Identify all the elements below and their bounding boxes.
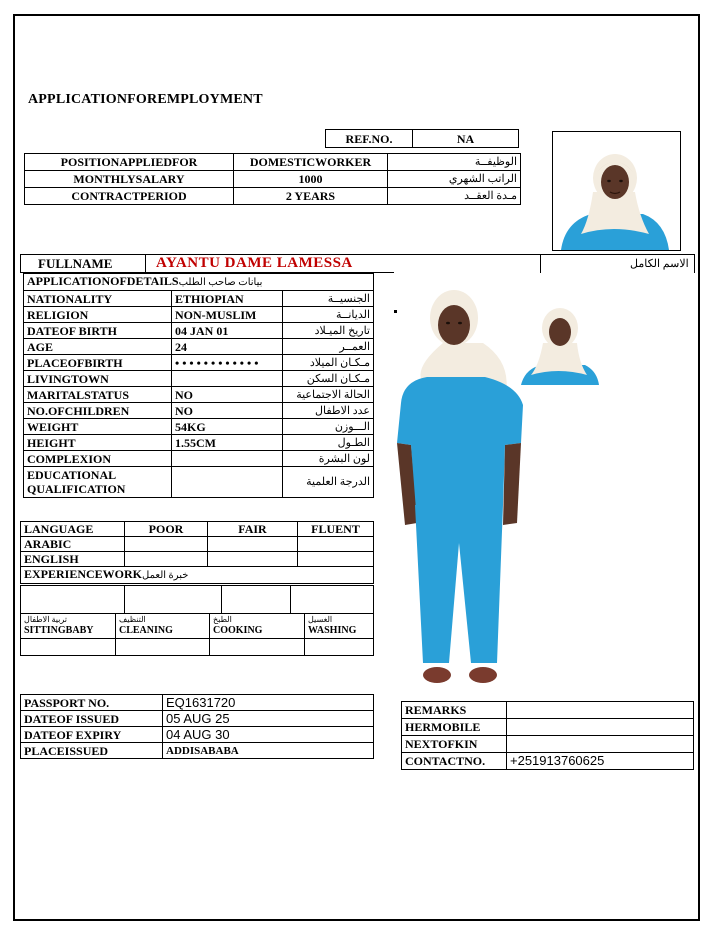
experience-cell-2 bbox=[125, 586, 222, 614]
portrait-photo bbox=[553, 132, 680, 250]
detail-value: NO bbox=[172, 403, 283, 419]
detail-label: LIVINGTOWN bbox=[24, 371, 172, 387]
english-language: ENGLISH bbox=[21, 552, 125, 567]
detail-arabic: مـكـان الميلاد bbox=[283, 355, 374, 371]
english-fair bbox=[208, 552, 298, 567]
detail-arabic: الدرجة العلمية bbox=[283, 467, 374, 498]
skill-cooking bbox=[210, 614, 305, 639]
detail-label: PLACEOFBIRTH bbox=[24, 355, 172, 371]
english-fluent bbox=[298, 552, 374, 567]
issued-date-label: DATEOF ISSUED bbox=[21, 711, 163, 727]
detail-arabic: الحالة الاجتماعية bbox=[283, 387, 374, 403]
fullname-top-line bbox=[20, 254, 694, 255]
english-poor bbox=[125, 552, 208, 567]
detail-arabic: العمــر bbox=[283, 339, 374, 355]
bullet-dot bbox=[394, 310, 397, 313]
poor-header: POOR bbox=[125, 522, 208, 537]
contact-no-label: CONTACTNO. bbox=[402, 753, 507, 770]
skill-cleaning bbox=[116, 614, 210, 639]
ref-label: REF.NO. bbox=[326, 130, 413, 148]
details-row bbox=[24, 307, 374, 323]
place-issued-value: ADDISABABA bbox=[163, 743, 374, 759]
fullname-right-line bbox=[694, 254, 695, 273]
detail-value bbox=[172, 371, 283, 387]
skill-cleaning-value bbox=[116, 639, 210, 656]
experience-header bbox=[21, 567, 374, 584]
detail-value: 04 JAN 01 bbox=[172, 323, 283, 339]
detail-value: 24 bbox=[172, 339, 283, 355]
experience-cell-3 bbox=[222, 586, 291, 614]
experience-arabic: خبرة العمل bbox=[142, 570, 189, 581]
details-row bbox=[24, 323, 374, 339]
position-value: DOMESTICWORKER bbox=[234, 154, 388, 171]
contact-no-value: +251913760625 bbox=[507, 753, 694, 770]
detail-value: NO bbox=[172, 387, 283, 403]
details-header bbox=[24, 274, 374, 291]
detail-arabic: الجنسيــة bbox=[283, 291, 374, 307]
detail-label: NO.OFCHILDREN bbox=[24, 403, 172, 419]
arabic-fluent bbox=[298, 537, 374, 552]
skill-sittingbaby-value bbox=[21, 639, 116, 656]
expiry-date-value: 04 AUG 30 bbox=[163, 727, 374, 743]
salary-value: 1000 bbox=[234, 171, 388, 188]
detail-label: WEIGHT bbox=[24, 419, 172, 435]
fullname-label: FULLNAME bbox=[38, 256, 113, 271]
arabic-fair bbox=[208, 537, 298, 552]
passport-table bbox=[20, 694, 374, 759]
remarks-value bbox=[507, 702, 694, 719]
arabic-poor bbox=[125, 537, 208, 552]
fair-header: FAIR bbox=[208, 522, 298, 537]
details-row bbox=[24, 403, 374, 419]
detail-arabic: الديانــة bbox=[283, 307, 374, 323]
place-issued-label: PLACEISSUED bbox=[21, 743, 163, 759]
passport-no-label: PASSPORT NO. bbox=[21, 695, 163, 711]
detail-label: MARITALSTATUS bbox=[24, 387, 172, 403]
detail-value: NON-MUSLIM bbox=[172, 307, 283, 323]
detail-label: HEIGHT bbox=[24, 435, 172, 451]
arabic-language: ARABIC bbox=[21, 537, 125, 552]
detail-label: RELIGION bbox=[24, 307, 172, 323]
detail-value: 1.55CM bbox=[172, 435, 283, 451]
detail-arabic: الطـول bbox=[283, 435, 374, 451]
detail-arabic: عدد الاطفال bbox=[283, 403, 374, 419]
fullname-left-line bbox=[20, 254, 21, 273]
expiry-date-label: DATEOF EXPIRY bbox=[21, 727, 163, 743]
detail-value: 54KG bbox=[172, 419, 283, 435]
details-table bbox=[23, 273, 374, 498]
skill-sittingbaby-arabic: تربية الاطفال bbox=[24, 614, 68, 624]
ref-value: NA bbox=[413, 130, 519, 148]
details-row bbox=[24, 451, 374, 467]
detail-value bbox=[172, 451, 283, 467]
language-table bbox=[20, 521, 374, 584]
skill-washing-arabic: الغسيل bbox=[308, 614, 333, 624]
experience-cell-4 bbox=[291, 586, 374, 614]
detail-label: COMPLEXION bbox=[24, 451, 172, 467]
skill-washing bbox=[305, 614, 374, 639]
fullname-value: AYANTU DAME LAMESSA bbox=[156, 255, 353, 271]
position-label: POSITIONAPPLIEDFOR bbox=[25, 154, 234, 171]
portrait-photo-frame bbox=[552, 131, 681, 251]
detail-value bbox=[172, 467, 283, 498]
detail-arabic: الـــوزن bbox=[283, 419, 374, 435]
her-mobile-value bbox=[507, 719, 694, 736]
detail-label: DATEOF BIRTH bbox=[24, 323, 172, 339]
issued-date-value: 05 AUG 25 bbox=[163, 711, 374, 727]
fullname-right-divider bbox=[540, 254, 541, 273]
skill-cleaning-arabic: التنظيف bbox=[119, 614, 146, 624]
detail-arabic: مـكـان السكن bbox=[283, 371, 374, 387]
fullname-divider bbox=[145, 254, 146, 273]
detail-label: NATIONALITY bbox=[24, 291, 172, 307]
contract-arabic: مـدة العقــد bbox=[388, 188, 521, 205]
details-header-label: APPLICATIONOFDETAILS bbox=[27, 274, 179, 288]
detail-arabic: لون البشرة bbox=[283, 451, 374, 467]
fullname-arabic: الاسم الكامل bbox=[630, 258, 689, 270]
experience-table bbox=[20, 585, 374, 614]
next-of-kin-label: NEXTOFKIN bbox=[402, 736, 507, 753]
experience-cell-1 bbox=[21, 586, 125, 614]
language-header: LANGUAGE bbox=[21, 522, 125, 537]
position-arabic: الوظيفــة bbox=[388, 154, 521, 171]
passport-no-value: EQ1631720 bbox=[163, 695, 374, 711]
details-row bbox=[24, 387, 374, 403]
form-title: APPLICATIONFOREMPLOYMENT bbox=[28, 92, 263, 107]
skill-cleaning-label: CLEANING bbox=[119, 624, 173, 636]
details-row bbox=[24, 371, 374, 387]
remarks-label: REMARKS bbox=[402, 702, 507, 719]
full-body-photo-image bbox=[393, 273, 603, 698]
skill-sittingbaby-label: SITTINGBABY bbox=[24, 624, 94, 636]
skill-cooking-label: COOKING bbox=[213, 624, 263, 636]
position-table bbox=[24, 153, 521, 205]
fluent-header: FLUENT bbox=[298, 522, 374, 537]
salary-arabic: الراتب الشهري bbox=[388, 171, 521, 188]
full-body-photo bbox=[393, 273, 603, 698]
experience-label: EXPERIENCEWORK bbox=[24, 567, 143, 581]
skill-sittingbaby bbox=[21, 614, 116, 639]
salary-label: MONTHLYSALARY bbox=[25, 171, 234, 188]
her-mobile-label: HERMOBILE bbox=[402, 719, 507, 736]
details-row bbox=[24, 467, 374, 498]
ref-table bbox=[325, 129, 519, 148]
detail-value: ETHIOPIAN bbox=[172, 291, 283, 307]
contract-label: CONTRACTPERIOD bbox=[25, 188, 234, 205]
detail-value: • • • • • • • • • • • • bbox=[172, 355, 283, 371]
contact-table bbox=[401, 701, 694, 770]
skill-washing-label: WASHING bbox=[308, 624, 357, 636]
skill-washing-value bbox=[305, 639, 374, 656]
detail-arabic: تاريخ الميـلاد bbox=[283, 323, 374, 339]
details-row bbox=[24, 435, 374, 451]
detail-label: AGE bbox=[24, 339, 172, 355]
contract-value: 2 YEARS bbox=[234, 188, 388, 205]
details-row bbox=[24, 291, 374, 307]
detail-label: EDUCATIONAL QUALIFICATION bbox=[24, 467, 172, 498]
details-row bbox=[24, 419, 374, 435]
details-row bbox=[24, 355, 374, 371]
skills-table bbox=[20, 613, 374, 656]
next-of-kin-value bbox=[507, 736, 694, 753]
details-header-arabic: بيانات صاحب الطلب bbox=[178, 277, 263, 288]
details-row bbox=[24, 339, 374, 355]
skill-cooking-value bbox=[210, 639, 305, 656]
skill-cooking-arabic: الطبخ bbox=[213, 614, 232, 624]
